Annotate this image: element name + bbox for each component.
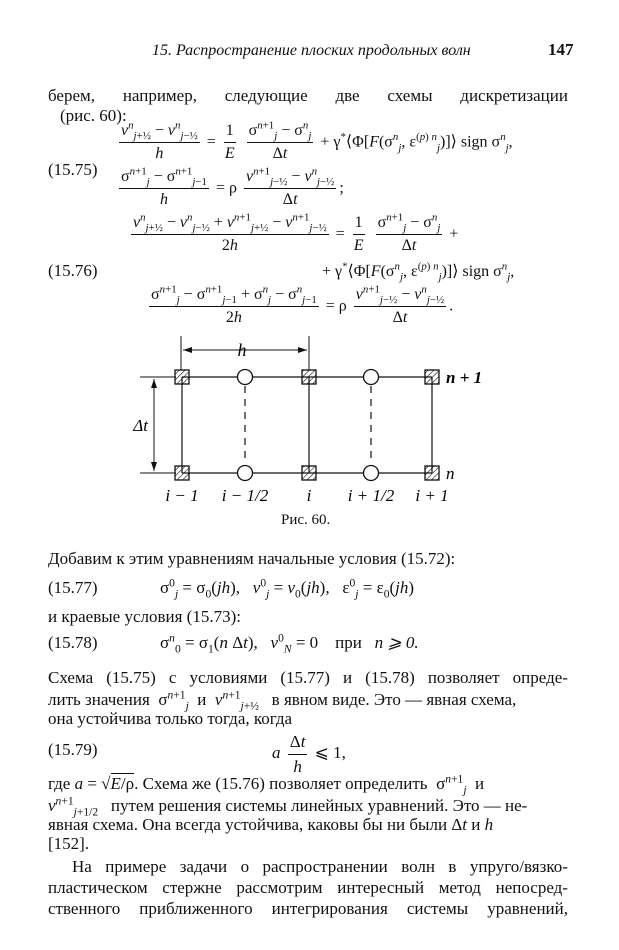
velocity-node xyxy=(364,370,379,385)
text-boundary-conditions: и краевые условия (15.73): xyxy=(48,607,241,626)
velocity-node xyxy=(364,466,379,481)
arrow-right-icon xyxy=(298,347,307,353)
paragraph-scheme-line-1 xyxy=(48,668,568,688)
running-title: 15. Распространение плоских продольных волн xyxy=(152,42,471,59)
word: опреде- xyxy=(512,668,568,687)
equation-1576-line-2: + $\gamma^*⟨\Phi[F(\sigma^n_j$, $\varepsilon^{(p) n}_j)]⟩$ sign $\sigma^n_j$, xyxy=(322,260,515,284)
paragraph-scheme-line-3: она устойчива только тогда, когда xyxy=(48,709,293,728)
n-condition: n ⩾ 0. xyxy=(374,633,419,652)
stress-node xyxy=(175,370,189,384)
column-label: i xyxy=(306,486,312,505)
row-label-n: n xyxy=(446,464,455,483)
column-label: i − 1/2 xyxy=(221,486,269,505)
paragraph-implicit-line-4: [152]. xyxy=(48,834,90,853)
text-initial-conditions: Добавим к этим уравнениям начальные условия (15.72): xyxy=(48,549,456,568)
stress-node xyxy=(425,370,439,384)
arrow-down-icon xyxy=(151,462,157,471)
paragraph-implicit-line-1: где a = √E/ρ. Схема же (15.76) позволяет определить $\sigma^{n+1}_j$ и xyxy=(48,772,485,797)
h-label: h xyxy=(237,340,247,360)
equation-1579: a $\frac{\Delta t}{h}$ ⩽ 1, xyxy=(272,732,346,776)
word: упруго/вязко- xyxy=(469,857,568,876)
paragraph-scheme-line-2: лить значения $\sigma^{n+1}_j$ и $v^{n+1}_{j+\frac{1}{2}}$ в явном виде. Это — явная схема, xyxy=(48,688,517,713)
word: пластическом xyxy=(48,878,148,897)
word: (15.75) xyxy=(106,668,156,687)
word: непосред- xyxy=(495,878,568,897)
word: и xyxy=(343,668,353,687)
paragraph-1-line-1 xyxy=(48,86,568,106)
dt-label: Δt xyxy=(133,416,148,435)
column-label: i − 1 xyxy=(165,486,199,505)
word: дискретизации xyxy=(460,86,568,105)
paragraph-1-line-2: (рис. 60): xyxy=(60,106,127,125)
word: На xyxy=(72,857,92,876)
equation-1578: $\sigma^n_0 = \sigma_1(n$ Δt), $v^0_N = 0$ при n ⩾ 0. xyxy=(160,631,419,656)
word: уравнений, xyxy=(487,899,568,918)
paragraph-final-line-3 xyxy=(48,899,568,919)
velocity-node xyxy=(238,370,253,385)
equation-number-1576: (15.76) xyxy=(48,261,98,280)
equation-1576-line-1: $\frac{v^n_{j+\frac{1}{2}} - v^n_{j-\frac{1}{2}} + v^{n+1}_{j+\frac{1}{2}} - v^{n+1}_{j-\frac{1}{2}}}{2h}$ = $\frac{1}{E}$ $\frac{\sigma^{n+1}_j - \sigma^n_j}{\Delta t}$ + xyxy=(133,211,459,255)
paragraph-implicit-line-3: явная схема. Она всегда устойчива, каковы бы ни были Δt и h xyxy=(48,815,494,834)
word: ственного xyxy=(48,899,121,918)
word: интегрирования xyxy=(271,899,388,918)
word: схемы xyxy=(387,86,433,105)
page-number: 147 xyxy=(548,40,574,59)
word: две xyxy=(335,86,360,105)
word: о xyxy=(240,857,250,876)
word: позволяет xyxy=(427,668,500,687)
word: берем, xyxy=(48,86,96,105)
word: примере xyxy=(105,857,167,876)
equation-number-1579: (15.79) xyxy=(48,740,98,759)
equation-1575-line-2: $\frac{\sigma^{n+1}_j - \sigma^{n+1}_{j-1}}{h}$ = ρ $\frac{v^{n+1}_{j-\frac{1}{2}} - v^n_{j-\frac{1}{2}}}{\Delta t}$ ; xyxy=(121,165,344,209)
paragraph-final-line-2 xyxy=(48,878,568,898)
word: в xyxy=(448,857,457,876)
word: метод xyxy=(438,878,481,897)
stress-node xyxy=(175,466,189,480)
word: (15.77) xyxy=(280,668,330,687)
word: задачи xyxy=(179,857,228,876)
word: например, xyxy=(122,86,197,105)
word: условиями xyxy=(189,668,268,687)
stress-node xyxy=(302,466,316,480)
equation-1577: $\sigma^0_j = \sigma_0(jh)$, $v^0_j = v_0(jh)$, $\varepsilon^0_j = \varepsilon_0(jh)$ xyxy=(160,576,415,601)
math-text-summary: a Δt/h ⩽ 1, a = √(E/ρ) xyxy=(0,0,9,1)
column-label: i + 1/2 xyxy=(347,486,395,505)
word: интересный xyxy=(337,878,425,897)
paragraph-final-line-1 xyxy=(72,857,568,877)
word: с xyxy=(168,668,177,687)
word: стержне xyxy=(162,878,222,897)
word: рассмотрим xyxy=(236,878,323,897)
equation-number-1578: (15.78) xyxy=(48,633,98,652)
stress-node xyxy=(425,466,439,480)
word: приближенного xyxy=(139,899,253,918)
equation-number-1575: (15.75) xyxy=(48,160,98,179)
equation-number-1577: (15.77) xyxy=(48,578,98,597)
row-label-n-plus-1: n + 1 xyxy=(446,368,483,387)
column-label: i + 1 xyxy=(415,486,449,505)
velocity-node xyxy=(238,466,253,481)
equation-1576-line-3: $\frac{\sigma^{n+1}_j - \sigma^{n+1}_{j-1} + \sigma^n_j - \sigma^n_{j-1}}{2h}$ = ρ $\frac{v^{n+1}_{j-\frac{1}{2}} - v^n_{j-\frac{1}{2}}}{\Delta t}$ . xyxy=(151,283,454,327)
word: системы xyxy=(406,899,469,918)
word: распространении xyxy=(262,857,388,876)
arrow-left-icon xyxy=(183,347,192,353)
word: волн xyxy=(401,857,435,876)
figure-caption: Рис. 60. xyxy=(281,512,331,528)
stress-node xyxy=(302,370,316,384)
paragraph-implicit-line-2: $v^{n+1}_{j+1/2}$ путем решения системы линейных уравнений. Это — не- xyxy=(48,794,528,819)
word: (15.78) xyxy=(365,668,415,687)
equation-1575-line-1: $\frac{v^n_{j+\frac{1}{2}} - v^n_{j-\frac{1}{2}}}{h}$ = $\frac{1}{E}$ $\frac{\sigma^{n+1}_j - \sigma^n_j}{\Delta t}$ + $\gamma^*⟨\Phi[F(\sigma^n_j$, $\varepsilon^{(p) n}_j)]⟩$ sign $\sigma^n_j$, xyxy=(121,119,513,163)
word: следующие xyxy=(224,86,308,105)
word-at: при xyxy=(335,633,362,652)
arrow-up-icon xyxy=(151,379,157,388)
word: Схема xyxy=(48,668,94,687)
